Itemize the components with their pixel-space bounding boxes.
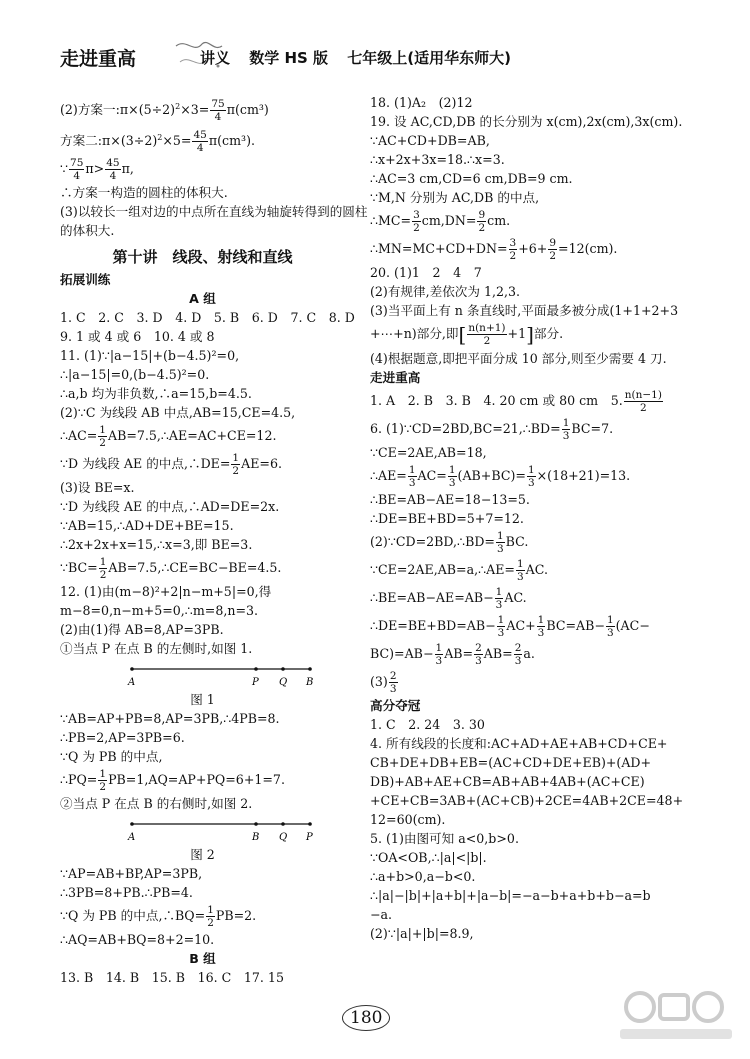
answer-line: ∵AP=AB+BP,AP=3PB, [60, 866, 203, 882]
answer-line: ∵CE=2AE,AB=18, [370, 444, 487, 460]
answer-line: ∴|a|−|b|+|a+b|+|a−b|=−a−b+a+b+b−a=b [370, 887, 651, 903]
answer-line: +CE+CB=3AB+(AC+CB)+2CE=4AB+2CE=48+ [370, 792, 684, 808]
fraction: $\frac{1}{3}$ [516, 557, 524, 583]
answer-line: 1. A 2. B 3. B 4. 20 cm 或 80 cm 5. $\frac{n(n-1)}{2}$ [370, 388, 662, 414]
answer-line: (3)当平面上有 n 条直线时,平面最多被分成(1+1+2+3 [370, 303, 679, 318]
figure-1-diagram [60, 661, 345, 687]
answer-line: 1. C 2. 24 3. 30 [370, 716, 485, 732]
answer-line: (2)由(1)得 AB=8,AP=3PB. [60, 622, 224, 638]
answer-line: (3)设 BE=x. [60, 480, 135, 496]
fraction: $\frac{1}{3}$ [448, 463, 456, 489]
answer-line: ∴a+b>0,a−b<0. [370, 868, 476, 884]
answer-line: 1. C 2. C 3. D 4. D 5. B 6. D 7. C 8. D [60, 310, 355, 326]
answer-line: ∴PQ= $\frac{1}{2}$ PB=1,AQ=AP+PQ=6+1=7. [60, 768, 285, 794]
point-label: Q [279, 677, 288, 688]
answer-line: ∴PB=2,AP=3PB=6. [60, 730, 185, 746]
answer-line: 5. (1)由图可知 a<0,b>0. [370, 830, 519, 846]
fraction: $\frac{1}{2}$ [99, 768, 107, 794]
fraction: $\frac{9}{2}$ [549, 237, 557, 262]
fraction: $\frac{2}{3}$ [514, 641, 522, 667]
lesson-title: 第十讲 线段、射线和直线 [112, 248, 293, 267]
fraction: $\frac{1}{3}$ [495, 585, 503, 611]
answer-line: ∵Q 为 PB 的中点,∴BQ= $\frac{1}{2}$ PB=2. [60, 904, 257, 930]
fraction: $\frac{75}{4}$ [70, 157, 84, 183]
answer-line: 11. (1)∵|a−15|+(b−4.5)²=0, [60, 348, 240, 364]
figure-1 [60, 661, 345, 687]
fraction: $\frac{45}{4}$ [106, 157, 120, 183]
answer-line: ∴AE= $\frac{1}{3}$ AC= $\frac{1}{3}$ (AB+BC)= $\frac{1}{3}$ ×(18+21)=13. [370, 463, 631, 489]
header-subject [200, 47, 525, 68]
fraction: $\frac{3}{2}$ [413, 209, 420, 234]
answer-line: ∴a,b 均为非负数,∴a=15,b=4.5. [60, 386, 252, 402]
answer-line: ∵AC+CD+DB=AB, [370, 133, 490, 148]
fraction: $\frac{75}{4}$ [211, 98, 225, 124]
answer-line: ∵OA<OB,∴|a|<|b|. [370, 849, 487, 865]
figure-2-diagram [60, 816, 345, 842]
text-line: 方案二$:\pi\times(3\div 2)^2\times 5=$ $\frac{45}{4}$ π(cm³). [60, 129, 256, 155]
section-heading: 高分夺冠 [370, 697, 421, 713]
answer-line: ∵CE=2AE,AB=a,∴AE= $\frac{1}{3}$ AC. [370, 557, 548, 583]
right-column [370, 93, 690, 943]
answer-line: 12. (1)由(m−8)²+2|n−m+5|=0,得 [60, 584, 272, 600]
fraction: $\frac{1}{2}$ [207, 904, 214, 930]
answer-line: 13. B 14. B 15. B 16. C 17. 15 [60, 970, 284, 986]
point-label: P [252, 677, 259, 688]
fraction: $\frac{1}{3}$ [606, 613, 614, 639]
answer-line: ∴3PB=8+PB.∴PB=4. [60, 885, 193, 901]
answer-line: ①当点 P 在点 B 的左侧时,如图 1. [60, 641, 253, 657]
fraction: $\frac{1}{3}$ [562, 416, 570, 442]
fraction: $\frac{1}{3}$ [497, 613, 505, 639]
answer-line: (2)∵|a|+|b|=8.9, [370, 925, 474, 941]
answer-line: DB)+AB+AE+CB=AB+AB+4AB+(AC+CE) [370, 773, 645, 789]
answer-line: 9. 1 或 4 或 6 10. 4 或 8 [60, 329, 215, 345]
answer-line: ∴AC=3 cm,CD=6 cm,DB=9 cm. [370, 171, 573, 186]
answer-line: ∵BC= $\frac{1}{2}$ AB=7.5,∴CE=BC−BE=4.5. [60, 556, 282, 582]
answer-line: ∵AB=AP+PB=8,AP=3PB,∴4PB=8. [60, 711, 280, 727]
answer-line: ∵D 为线段 AE 的中点,∴DE= $\frac{1}{2}$ AE=6. [60, 452, 282, 478]
answer-line: 4. 所有线段的长度和:AC+AD+AE+AB+CD+CE+ [370, 735, 668, 751]
answer-line: ∴DE=BE+BD=5+7=12. [370, 510, 524, 526]
answer-line: (2)有规律,差依次为 1,2,3. [370, 284, 521, 299]
section-heading: 拓展训练 [60, 272, 111, 288]
fraction: $\frac{1}{3}$ [537, 613, 545, 639]
fraction: $\frac{n(n+1)}{2}$ [468, 322, 506, 347]
fraction: $\frac{2}{3}$ [475, 641, 482, 667]
fraction: $\frac{1}{2}$ [99, 424, 106, 450]
answer-line: ∴BE=AB−AE=AB− $\frac{1}{3}$ AC. [370, 585, 527, 611]
answer-line: ∴MN=MC+CD+DN= $\frac{3}{2}$ +6+ $\frac{9}{2}$ =12(cm). [370, 237, 618, 262]
watermark-logo-icon [610, 985, 740, 1045]
answer-line: ②当点 P 在点 B 的右侧时,如图 2. [60, 796, 253, 812]
answer-line: (2)∵C 为线段 AB 中点,AB=15,CE=4.5, [60, 405, 296, 421]
point-label: A [128, 677, 136, 688]
answer-line: +⋯+n)部分,即[ $\frac{n(n+1)}{2}$ +1]部分. [370, 322, 564, 347]
answer-line: (2)∵CD=2BD,∴BD= $\frac{1}{3}$ BC. [370, 529, 529, 555]
answer-line: −a. [370, 906, 393, 922]
group-heading: A 组 [189, 291, 216, 307]
answer-line: ∴BE=AB−AE=18−13=5. [370, 491, 530, 507]
figure-caption: 图 2 [190, 847, 215, 863]
answer-line: CB+DE+DB+EB=(AC+CD+DE+EB)+(AD+ [370, 754, 652, 770]
answer-line: BC)=AB− $\frac{1}{3}$ AB= $\frac{2}{3}$ AB= $\frac{2}{3}$ a. [370, 641, 535, 667]
answer-line: 19. 设 AC,CD,DB 的长分别为 x(cm),2x(cm),3x(cm). [370, 114, 683, 129]
page-number: 180 [342, 1005, 390, 1031]
left-column [60, 93, 368, 987]
fraction: $\frac{1}{3}$ [527, 463, 535, 489]
text-line: (2)方案一$:\pi\times(5\div 2)^2\times 3=$ $\frac{75}{4}$ π(cm³) [60, 98, 269, 124]
answer-line: ∵M,N 分别为 AC,DB 的中点, [370, 190, 540, 205]
point-label: Q [279, 832, 288, 843]
answer-line: 20. (1)1 2 4 7 [370, 265, 482, 280]
fraction: $\frac{1}{2}$ [99, 556, 107, 582]
answer-line: ∴AC= $\frac{1}{2}$ AB=7.5,∴AE=AC+CE=12. [60, 424, 277, 450]
brand-title: 走进重高 [60, 48, 137, 70]
answer-line: (3) $\frac{2}{3}$ [370, 669, 397, 695]
fraction: $\frac{9}{2}$ [478, 209, 486, 234]
page-header [60, 40, 700, 80]
answer-line: 12=60(cm). [370, 811, 446, 827]
section-heading: 走进重高 [370, 369, 421, 385]
answer-line: ∵Q 为 PB 的中点, [60, 749, 163, 765]
figure-2 [60, 816, 345, 842]
fraction: $\frac{1}{3}$ [408, 463, 416, 489]
fraction: $\frac{1}{3}$ [496, 529, 504, 555]
figure-caption: 图 1 [190, 692, 215, 708]
answer-line: 6. (1)∵CD=2BD,BC=21,∴BD= $\frac{1}{3}$ BC=7. [370, 416, 614, 442]
group-heading: B 组 [189, 951, 216, 967]
answer-line: 18. (1)A₂ (2)12 [370, 95, 473, 110]
text-line: (3)以较长一组对边的中点所在直线为轴旋转得到的圆柱 [60, 204, 368, 220]
header-item: 七年级上(适用华东师大) [347, 49, 512, 67]
point-label: A [128, 832, 136, 843]
fraction: $\frac{n(n-1)}{2}$ [624, 388, 662, 414]
answer-line: m−8=0,n−m+5=0,∴m=8,n=3. [60, 603, 259, 619]
answer-line: (4)根据题意,即把平面分成 10 部分,则至少需要 4 刀. [370, 350, 667, 366]
answer-line: ∴x+2x+3x=18.∴x=3. [370, 152, 505, 167]
point-label: P [306, 832, 313, 843]
answer-line: ∵AB=15,∴AD+DE+BE=15. [60, 518, 234, 534]
fraction: $\frac{45}{4}$ [193, 129, 207, 155]
point-label: B [306, 677, 314, 688]
point-label: B [252, 832, 260, 843]
text-line: ∵ $\frac{75}{4}$ π> $\frac{45}{4}$ π, [60, 157, 134, 183]
answer-line: ∴DE=BE+BD=AB− $\frac{1}{3}$ AC+ $\frac{1}{3}$ BC=AB− $\frac{1}{3}$ (AC− [370, 613, 650, 639]
text-line: 的体积大. [60, 223, 115, 239]
answer-line: ∵D 为线段 AE 的中点,∴AD=DE=2x. [60, 499, 280, 515]
answer-line: ∴|a−15|=0,(b−4.5)²=0. [60, 367, 210, 383]
fraction: $\frac{1}{2}$ [232, 452, 240, 478]
fraction: $\frac{3}{2}$ [509, 237, 517, 262]
answer-line: ∴2x+2x+x=15,∴x=3,即 BE=3. [60, 537, 253, 553]
fraction: $\frac{1}{3}$ [435, 641, 443, 667]
text-line: ∴方案一构造的圆柱的体积大. [60, 185, 228, 201]
answer-line: ∴AQ=AB+BQ=8+2=10. [60, 932, 215, 948]
answer-line: ∴MC= $\frac{3}{2}$ cm,DN= $\frac{9}{2}$ cm. [370, 209, 511, 234]
fraction: $\frac{2}{3}$ [389, 669, 397, 695]
header-item: 讲义 [200, 49, 231, 67]
header-item: 数学 HS 版 [249, 49, 329, 67]
